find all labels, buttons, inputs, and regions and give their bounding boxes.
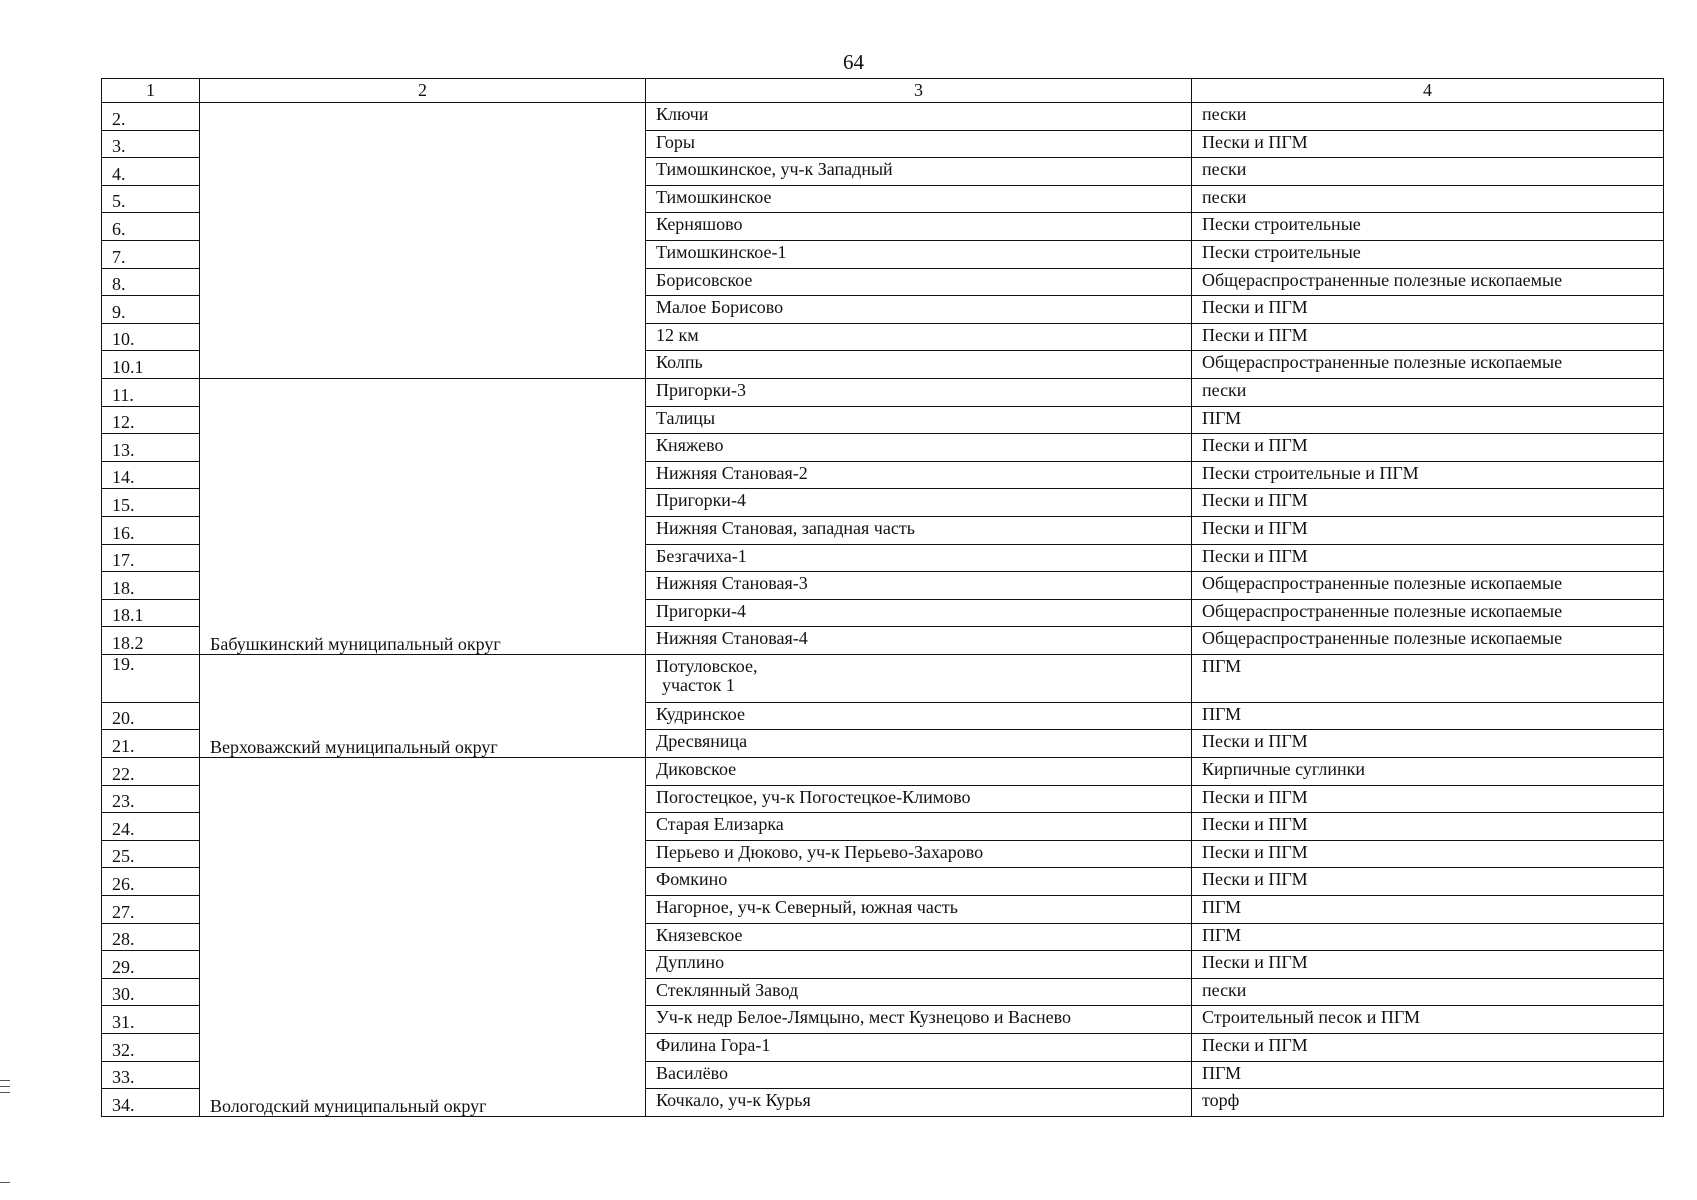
deposit-name bbox=[646, 951, 1192, 979]
column-header-4: 4 bbox=[1192, 79, 1664, 103]
deposit-name bbox=[646, 240, 1192, 268]
deposit-name-text: Дресвяница bbox=[656, 731, 748, 752]
deposit-name bbox=[646, 730, 1192, 758]
mineral-type: Пески и ПГМ bbox=[1192, 130, 1664, 158]
deposit-name-text: Тимошкинское-1 bbox=[656, 241, 787, 262]
mineral-type: Общераспространенные полезные ископаемые bbox=[1192, 572, 1664, 600]
mineral-type: ПГМ bbox=[1192, 923, 1664, 951]
deposit-name bbox=[646, 103, 1192, 131]
page-number: 64 bbox=[843, 50, 864, 74]
column-header-2: 2 bbox=[200, 79, 646, 103]
mineral-type: Пески и ПГМ bbox=[1192, 544, 1664, 572]
mineral-type: пески bbox=[1192, 158, 1664, 186]
mineral-type: Общераспространенные полезные ископаемые bbox=[1192, 351, 1664, 379]
mineral-type: Пески и ПГМ bbox=[1192, 489, 1664, 517]
deposit-name bbox=[646, 213, 1192, 241]
deposit-name-text: Борисовское bbox=[656, 269, 753, 290]
mineral-type: Пески строительные bbox=[1192, 213, 1664, 241]
deposit-name-text: Князевское bbox=[656, 924, 743, 945]
deposit-name-text: Потуловское, bbox=[656, 655, 758, 676]
deposit-name-text: Кудринское bbox=[656, 703, 745, 724]
deposit-name-text: Тимошкинское, уч-к Западный bbox=[656, 159, 893, 180]
deposit-name-text: Ключи bbox=[656, 104, 709, 124]
row-number: 34. bbox=[102, 1089, 200, 1117]
deposit-name-text: Колпь bbox=[656, 352, 703, 373]
deposit-name bbox=[646, 758, 1192, 786]
deposit-name bbox=[646, 130, 1192, 158]
mineral-type: Пески и ПГМ bbox=[1192, 434, 1664, 462]
mineral-type: Пески и ПГМ bbox=[1192, 516, 1664, 544]
mineral-type: ПГМ bbox=[1192, 406, 1664, 434]
row-number: 9. bbox=[102, 296, 200, 324]
row-number: 10. bbox=[102, 323, 200, 351]
mineral-type: Пески и ПГМ bbox=[1192, 840, 1664, 868]
deposit-name bbox=[646, 158, 1192, 186]
mineral-type: ПГМ bbox=[1192, 896, 1664, 924]
deposit-name-text: Горы bbox=[656, 131, 695, 152]
deposit-name bbox=[646, 461, 1192, 489]
mineral-type: Пески и ПГМ bbox=[1192, 785, 1664, 813]
table-row bbox=[102, 654, 1664, 702]
row-number: 13. bbox=[102, 434, 200, 462]
mineral-type: пески bbox=[1192, 978, 1664, 1006]
mineral-type: Общераспространенные полезные ископаемые bbox=[1192, 268, 1664, 296]
deposit-name-text: Тимошкинское bbox=[656, 186, 772, 207]
column-header-3: 3 bbox=[646, 79, 1192, 103]
row-number: 14. bbox=[102, 461, 200, 489]
deposit-name bbox=[646, 840, 1192, 868]
deposit-name bbox=[646, 1006, 1192, 1034]
row-number: 23. bbox=[102, 785, 200, 813]
row-number: 6. bbox=[102, 213, 200, 241]
row-number: 31. bbox=[102, 1006, 200, 1034]
mineral-type: пески bbox=[1192, 103, 1664, 131]
deposits-table bbox=[101, 78, 1664, 1117]
mineral-type: Кирпичные суглинки bbox=[1192, 758, 1664, 786]
row-number: 2. bbox=[102, 103, 200, 131]
table-row bbox=[102, 103, 1664, 131]
deposit-name-text: Талицы bbox=[656, 407, 716, 428]
deposit-name bbox=[646, 599, 1192, 627]
district-cell: Вологодский муниципальный округ bbox=[200, 758, 646, 1117]
column-header-1: 1 bbox=[102, 79, 200, 103]
row-number: 22. bbox=[102, 758, 200, 786]
mineral-type: Пески и ПГМ bbox=[1192, 296, 1664, 324]
mineral-type: Пески и ПГМ bbox=[1192, 323, 1664, 351]
row-number: 15. bbox=[102, 489, 200, 517]
deposit-name bbox=[646, 378, 1192, 406]
deposit-name-text: Василёво bbox=[656, 1062, 728, 1083]
deposit-name bbox=[646, 978, 1192, 1006]
table-row bbox=[102, 758, 1664, 786]
row-number: 18.1 bbox=[102, 599, 200, 627]
edge-mark bbox=[0, 1080, 10, 1081]
deposit-name-text: Уч-к недр Белое-Лямцыно, мест Кузнецово и Васнево bbox=[656, 1007, 1072, 1028]
row-number: 3. bbox=[102, 130, 200, 158]
deposit-name bbox=[646, 868, 1192, 896]
deposit-name bbox=[646, 296, 1192, 324]
deposit-name bbox=[646, 1061, 1192, 1089]
row-number: 24. bbox=[102, 813, 200, 841]
district-cell bbox=[200, 103, 646, 379]
deposit-name-text: Фомкино bbox=[656, 869, 728, 890]
deposit-name bbox=[646, 323, 1192, 351]
mineral-type: пески bbox=[1192, 378, 1664, 406]
deposit-name-text: Пригорки-4 bbox=[656, 600, 746, 621]
edge-mark bbox=[0, 1182, 10, 1183]
deposit-name bbox=[646, 489, 1192, 517]
table-body bbox=[102, 103, 1664, 1117]
deposit-name-text: Нижняя Становая, западная часть bbox=[656, 517, 915, 538]
deposit-name-text: Пригорки-4 bbox=[656, 490, 746, 511]
row-number: 21. bbox=[102, 730, 200, 758]
row-number: 28. bbox=[102, 923, 200, 951]
row-number: 19. bbox=[102, 654, 200, 702]
mineral-type: ПГМ bbox=[1192, 702, 1664, 730]
row-number: 30. bbox=[102, 978, 200, 1006]
deposit-name bbox=[646, 572, 1192, 600]
row-number: 16. bbox=[102, 516, 200, 544]
row-number: 17. bbox=[102, 544, 200, 572]
mineral-type: Общераспространенные полезные ископаемые bbox=[1192, 627, 1664, 655]
deposit-name-text: Нижняя Становая-3 bbox=[656, 573, 808, 594]
deposit-name bbox=[646, 813, 1192, 841]
edge-mark bbox=[0, 1086, 10, 1087]
deposit-name bbox=[646, 351, 1192, 379]
mineral-type: Строительный песок и ПГМ bbox=[1192, 1006, 1664, 1034]
row-number: 11. bbox=[102, 378, 200, 406]
row-number: 5. bbox=[102, 185, 200, 213]
row-number: 18.2 bbox=[102, 627, 200, 655]
deposit-name-text: Безгачиха-1 bbox=[656, 545, 747, 566]
deposit-name-text: Нагорное, уч-к Северный, южная часть bbox=[656, 897, 958, 918]
mineral-type: пески bbox=[1192, 185, 1664, 213]
deposit-name bbox=[646, 406, 1192, 434]
row-number: 18. bbox=[102, 572, 200, 600]
edge-mark bbox=[0, 1092, 10, 1093]
deposit-name-text: Перьево и Дюково, уч-к Перьево-Захарово bbox=[656, 841, 984, 862]
mineral-type: ПГМ bbox=[1192, 654, 1664, 702]
deposit-name-text: Нижняя Становая-4 bbox=[656, 628, 808, 649]
mineral-type: Пески строительные и ПГМ bbox=[1192, 461, 1664, 489]
deposit-name bbox=[646, 544, 1192, 572]
row-number: 8. bbox=[102, 268, 200, 296]
mineral-type: Пески и ПГМ bbox=[1192, 813, 1664, 841]
row-number: 32. bbox=[102, 1034, 200, 1062]
row-number: 29. bbox=[102, 951, 200, 979]
deposit-name bbox=[646, 1089, 1192, 1117]
deposit-name bbox=[646, 185, 1192, 213]
deposit-name-text: Филина Гора-1 bbox=[656, 1035, 771, 1055]
deposit-name bbox=[646, 627, 1192, 655]
row-number: 20. bbox=[102, 702, 200, 730]
row-number: 7. bbox=[102, 240, 200, 268]
deposit-name-text: Пригорки-3 bbox=[656, 379, 746, 400]
deposit-name bbox=[646, 434, 1192, 462]
row-number: 33. bbox=[102, 1061, 200, 1089]
row-number: 4. bbox=[102, 158, 200, 186]
deposit-name-text: Княжево bbox=[656, 435, 724, 456]
mineral-type: Пески и ПГМ bbox=[1192, 1034, 1664, 1062]
mineral-type: Пески и ПГМ bbox=[1192, 951, 1664, 979]
mineral-type: торф bbox=[1192, 1089, 1664, 1117]
deposit-name-text: Кочкало, уч-к Курья bbox=[656, 1090, 811, 1111]
row-number: 27. bbox=[102, 896, 200, 924]
mineral-type: Пески и ПГМ bbox=[1192, 868, 1664, 896]
table-row bbox=[102, 378, 1664, 406]
row-number: 12. bbox=[102, 406, 200, 434]
table-header-row bbox=[102, 79, 1664, 103]
deposit-name bbox=[646, 654, 1192, 702]
deposit-name bbox=[646, 268, 1192, 296]
deposit-name bbox=[646, 1034, 1192, 1062]
deposit-name bbox=[646, 896, 1192, 924]
deposit-name-text: Дуплино bbox=[656, 952, 725, 973]
row-number: 10.1 bbox=[102, 351, 200, 379]
mineral-type: ПГМ bbox=[1192, 1061, 1664, 1089]
district-cell: Бабушкинский муниципальный округ bbox=[200, 378, 646, 654]
deposit-name-text: Стеклянный Завод bbox=[656, 979, 799, 1000]
deposit-name bbox=[646, 702, 1192, 730]
deposit-name-text: Керняшово bbox=[656, 214, 743, 235]
deposit-name-text: Нижняя Становая-2 bbox=[656, 462, 808, 483]
deposit-name-text: 12 км bbox=[656, 324, 699, 345]
deposit-name-text: Малое Борисово bbox=[656, 297, 784, 318]
deposit-name bbox=[646, 923, 1192, 951]
deposit-name bbox=[646, 785, 1192, 813]
mineral-type: Пески и ПГМ bbox=[1192, 730, 1664, 758]
row-number: 25. bbox=[102, 840, 200, 868]
deposit-name-line2: участок 1 bbox=[662, 674, 735, 695]
deposit-name-text: Диковское bbox=[656, 759, 737, 780]
row-number: 26. bbox=[102, 868, 200, 896]
deposit-name-text: Погостецкое, уч-к Погостецкое-Климово bbox=[656, 786, 971, 807]
mineral-type: Общераспространенные полезные ископаемые bbox=[1192, 599, 1664, 627]
mineral-type: Пески строительные bbox=[1192, 240, 1664, 268]
district-cell: Верховажский муниципальный округ bbox=[200, 654, 646, 757]
deposit-name bbox=[646, 516, 1192, 544]
deposit-name-text: Старая Елизарка bbox=[656, 814, 784, 835]
